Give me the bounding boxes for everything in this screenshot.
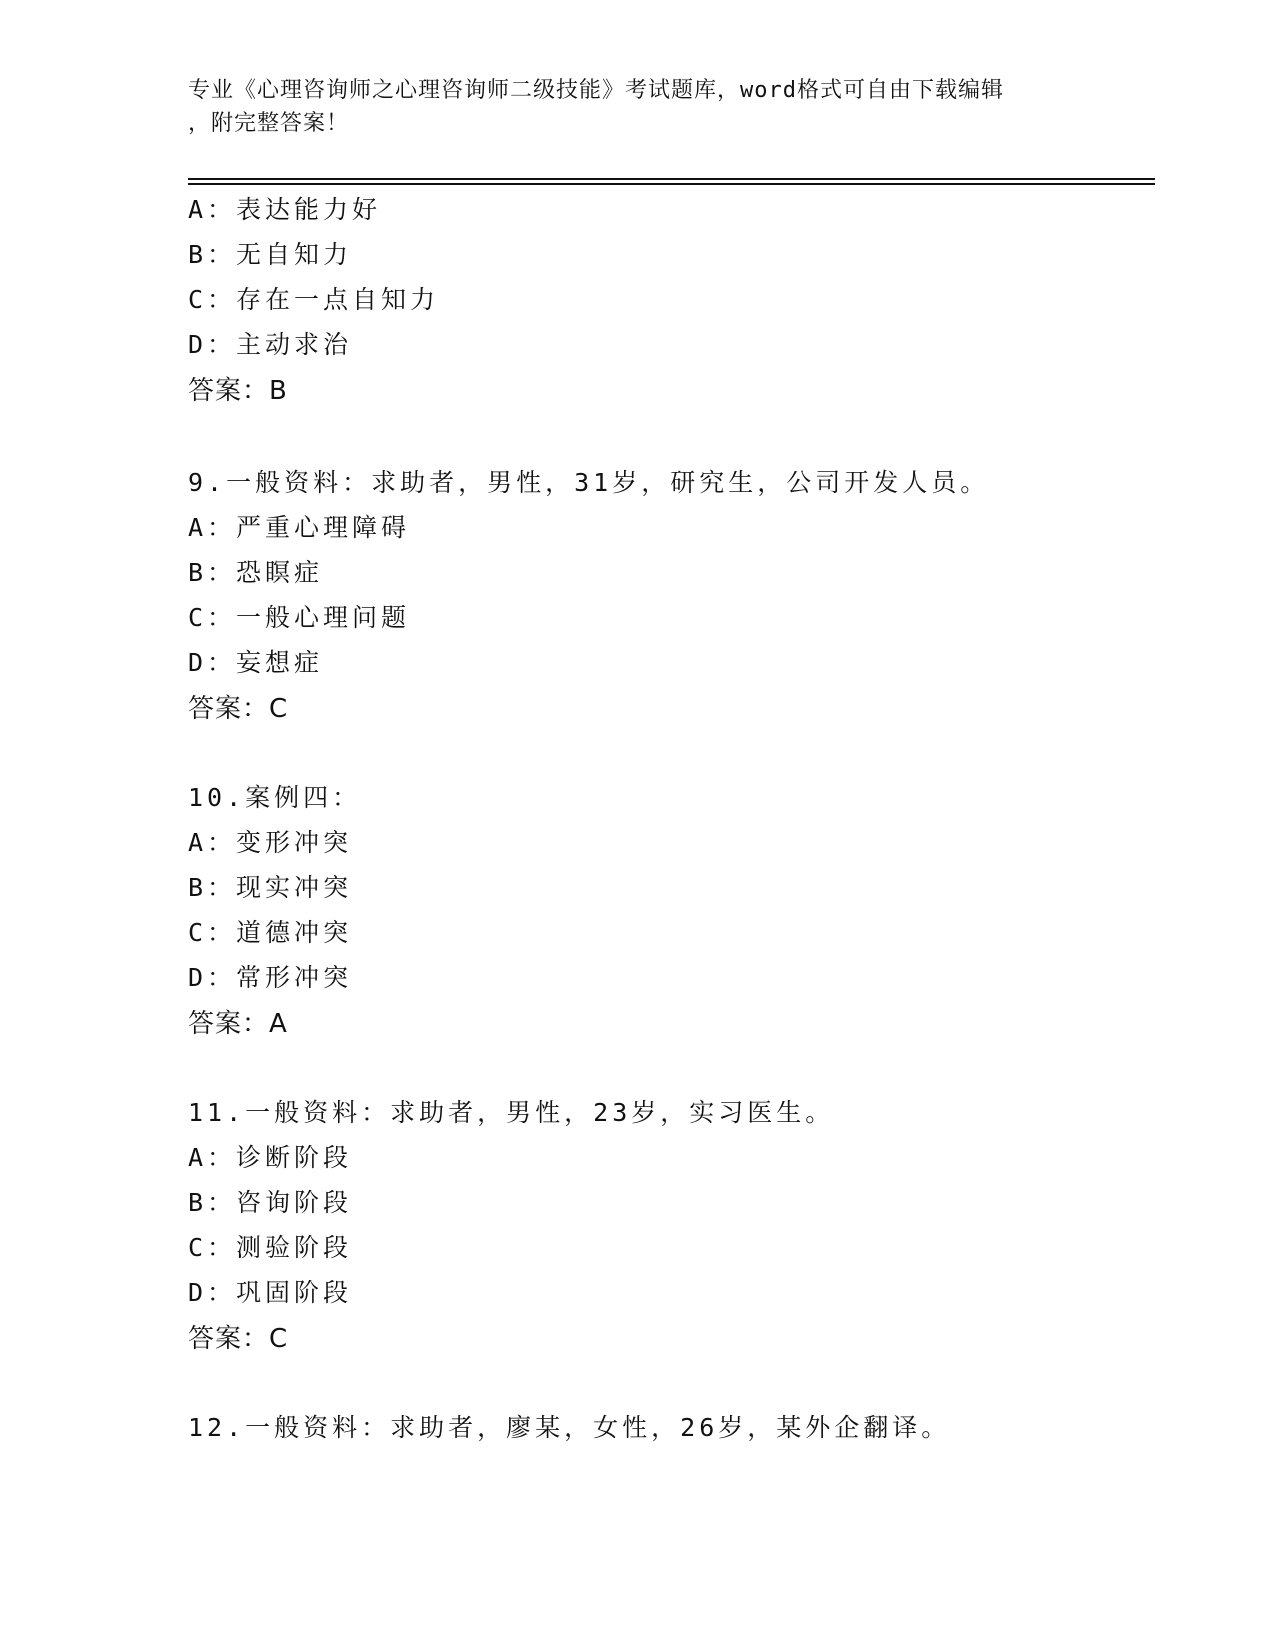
q11-answer: 答案：C [188,1324,289,1354]
q10-question: 10.案例四： [188,783,362,812]
q8-answer: 答案：B [188,376,288,406]
q8-option-c: C：存在一点自知力 [188,285,440,314]
q10-option-a: A：变形冲突 [188,828,353,857]
q9-option-c: C：一般心理问题 [188,603,411,632]
q11-option-c: C：测验阶段 [188,1233,353,1262]
q8-option-d: D：主动求治 [188,330,353,359]
q8-option-b: B：无自知力 [188,240,353,269]
q9-option-b: B：恐瞑症 [188,558,324,587]
q12-question: 12.一般资料：求助者，廖某，女性，26岁，某外企翻译。 [188,1413,951,1442]
header-divider-bottom [188,183,1155,185]
q9-question: 9.一般资料：求助者，男性，31岁，研究生，公司开发人员。 [188,468,990,497]
q9-answer: 答案：C [188,694,289,724]
document-header [188,74,1088,140]
q11-option-d: D：巩固阶段 [188,1278,353,1307]
header-line-1: 专业《心理咨询师之心理咨询师二级技能》考试题库，word格式可自由下载编辑 [188,78,1004,103]
q9-option-a: A：严重心理障碍 [188,513,411,542]
header-divider-top [188,178,1155,180]
q10-answer: 答案：A [188,1009,288,1039]
q9-option-d: D：妄想症 [188,648,324,677]
header-line-2: ，附完整答案！ [188,111,350,136]
q10-option-d: D：常形冲突 [188,963,353,992]
q11-option-a: A：诊断阶段 [188,1143,353,1172]
q10-option-b: B：现实冲突 [188,873,353,902]
q11-question: 11.一般资料：求助者，男性，23岁，实习医生。 [188,1098,835,1127]
q8-option-a: A：表达能力好 [188,195,382,224]
q10-option-c: C：道德冲突 [188,918,353,947]
q11-option-b: B：咨询阶段 [188,1188,353,1217]
